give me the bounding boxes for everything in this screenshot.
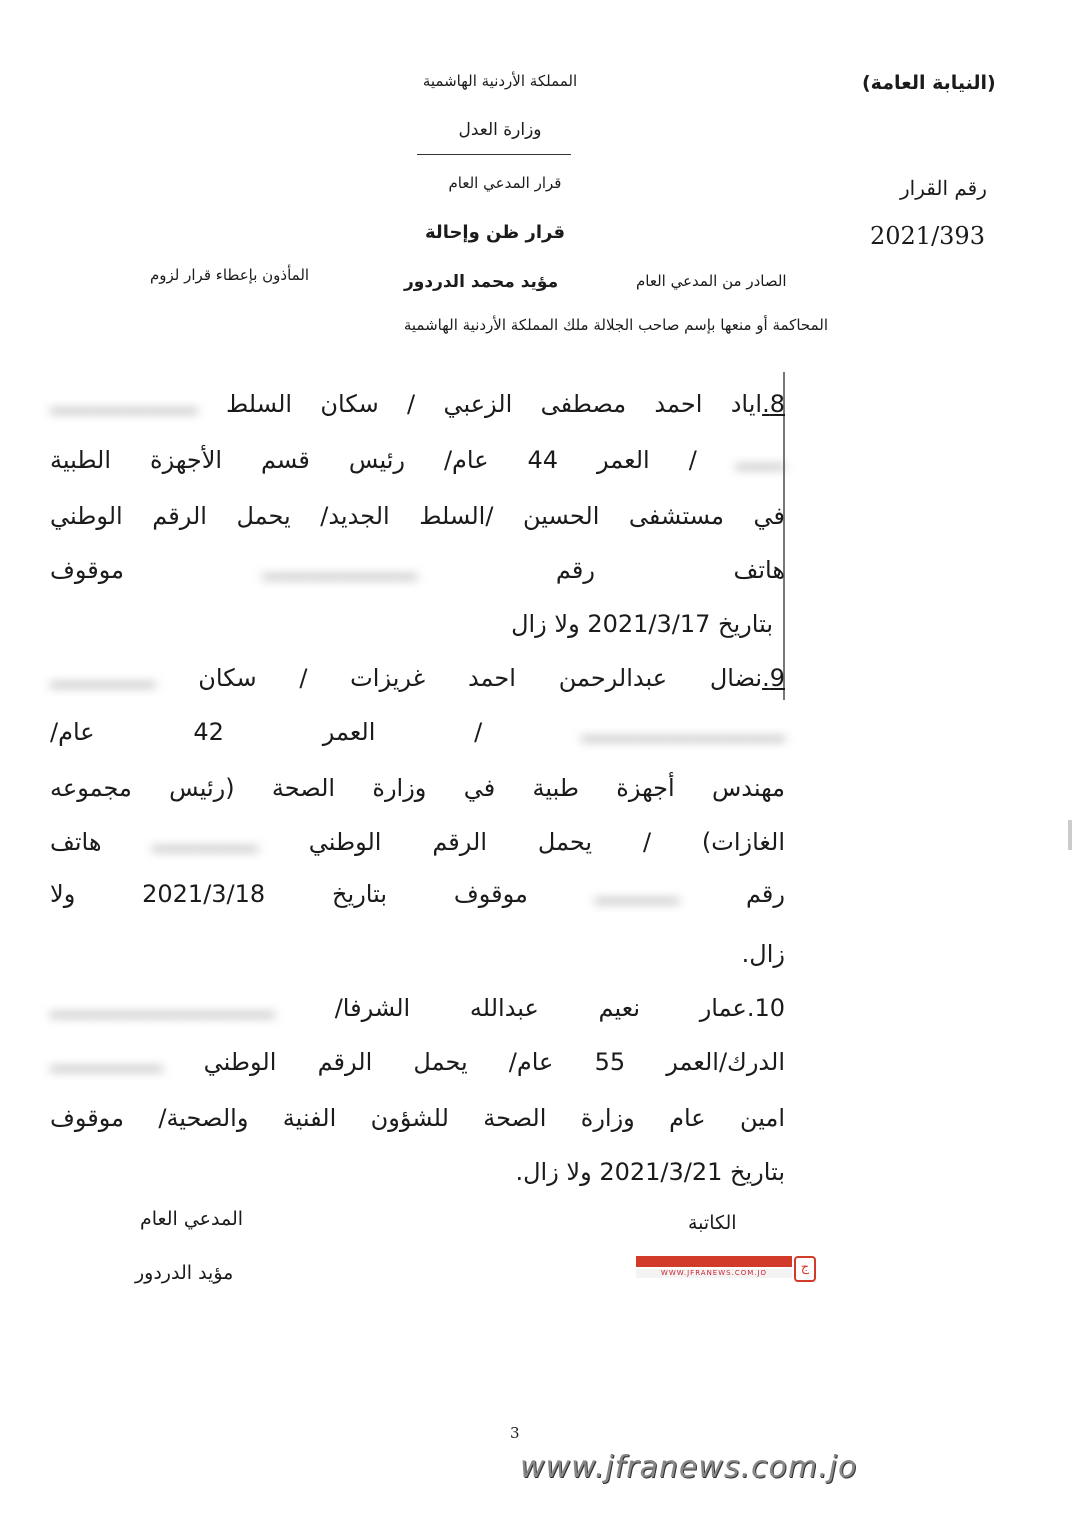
scan-edge-mark	[1068, 820, 1072, 850]
entry-8-line-5: بتاريخ 2021/3/17 ولا زال	[511, 610, 773, 638]
redacted: ــــــــــــــــــــــ	[262, 556, 418, 584]
entry-9-line-5: رقم ــــــــــــ موقوف بتاريخ 2021/3/18 ولا	[50, 880, 785, 908]
kingdom-title: المملكة الأردنية الهاشمية	[422, 72, 578, 90]
document-body	[50, 0, 785, 1527]
entry-9-line-4: الغازات) / يحمل الرقم الوطني ـــــــــــــــ هاتف	[50, 828, 785, 856]
issuer-authorized: المأذون بإعطاء قرار لزوم	[150, 266, 310, 284]
page-number: 3	[510, 1424, 520, 1442]
entry-10-line-4: بتاريخ 2021/3/21 ولا زال.	[515, 1158, 785, 1186]
issuer-name: مؤيد محمد الدردور	[404, 272, 559, 292]
entry-8-line-1: 8.اياد احمد مصطفى الزعبي / سكان السلط ـــــــــــــــــــــ	[50, 390, 785, 418]
decision-number-label: رقم القرار	[900, 176, 987, 200]
entry-8-line-4: هاتف رقم ــــــــــــــــــــــ موقوف	[50, 556, 785, 584]
entry-10-line-2: الدرك/العمر 55 عام/ يحمل الرقم الوطني ــــــــــــــــ	[50, 1048, 785, 1076]
decision-number: 2021/393	[870, 222, 985, 250]
entry-10-line-1: 10.عمار نعيم عبدالله الشرفا/ ــــــــــــــــــــــــــــــــ	[50, 994, 785, 1022]
entry-10-number: 10.	[746, 994, 785, 1022]
redacted: ـــــــــــــــــــــ	[50, 390, 198, 418]
redacted: ـــــــــــــــ	[50, 664, 156, 692]
prosecutor-title: المدعي العام	[140, 1208, 244, 1230]
redacted: ـــــــــــــــ	[152, 828, 258, 856]
clerk-label: الكاتبة	[688, 1212, 737, 1234]
ministry-title: وزارة العدل	[458, 120, 542, 140]
decision-title: قرار ظن وإحالة	[425, 222, 565, 243]
entry-10-line-3: امين عام وزارة الصحة للشؤون الفنية والصحية/ موقوف	[50, 1104, 785, 1132]
redacted: ـــــــــــــــــــــــــــــ	[581, 718, 785, 746]
entry-9-line-6: زال.	[741, 940, 785, 968]
entry-9-number: 9.	[762, 664, 785, 692]
redacted: ــــــــــــــــــــــــــــــــ	[50, 994, 275, 1022]
entry-8-number: 8.	[762, 390, 785, 418]
footer-watermark: www.jfranews.com.jo	[520, 1450, 858, 1485]
issuer-from-label: الصادر من المدعي العام	[636, 272, 787, 290]
redacted: ــــــــــــــــ	[50, 1048, 163, 1076]
entry-9-line-3: مهندس أجهزة طبية في وزارة الصحة (رئيس مجموعه	[50, 774, 785, 802]
prosecutor-name: مؤيد الدردور	[135, 1262, 234, 1284]
entry-8-line-3: في مستشفى الحسين /السلط الجديد/ يحمل الرقم الوطني	[50, 502, 785, 530]
entry-9-line-1: 9.نضال عبدالرحمن احمد غريزات / سكان ـــــــــــــــ	[50, 664, 785, 692]
decision-of: قرار المدعي العام	[448, 174, 562, 192]
logo-icon: ج	[794, 1256, 816, 1282]
prosecution-label: (النيابة العامة)	[862, 72, 996, 94]
jfranews-logo-watermark: WWW.JFRANEWS.COM.JO ج	[636, 1256, 786, 1280]
redacted: ــــــــــــ	[594, 880, 680, 908]
entry-8-line-2: ـــــــ / العمر 44 عام/ رئيس قسم الأجهزة الطبية	[50, 446, 785, 474]
issuer-line2: المحاكمة أو منعها بإسم صاحب الجلالة ملك المملكة الأردنية الهاشمية	[403, 316, 828, 334]
entry-9-line-2: ـــــــــــــــــــــــــــــ / العمر 42 عام/	[50, 718, 785, 746]
redacted: ـــــــ	[735, 446, 785, 474]
